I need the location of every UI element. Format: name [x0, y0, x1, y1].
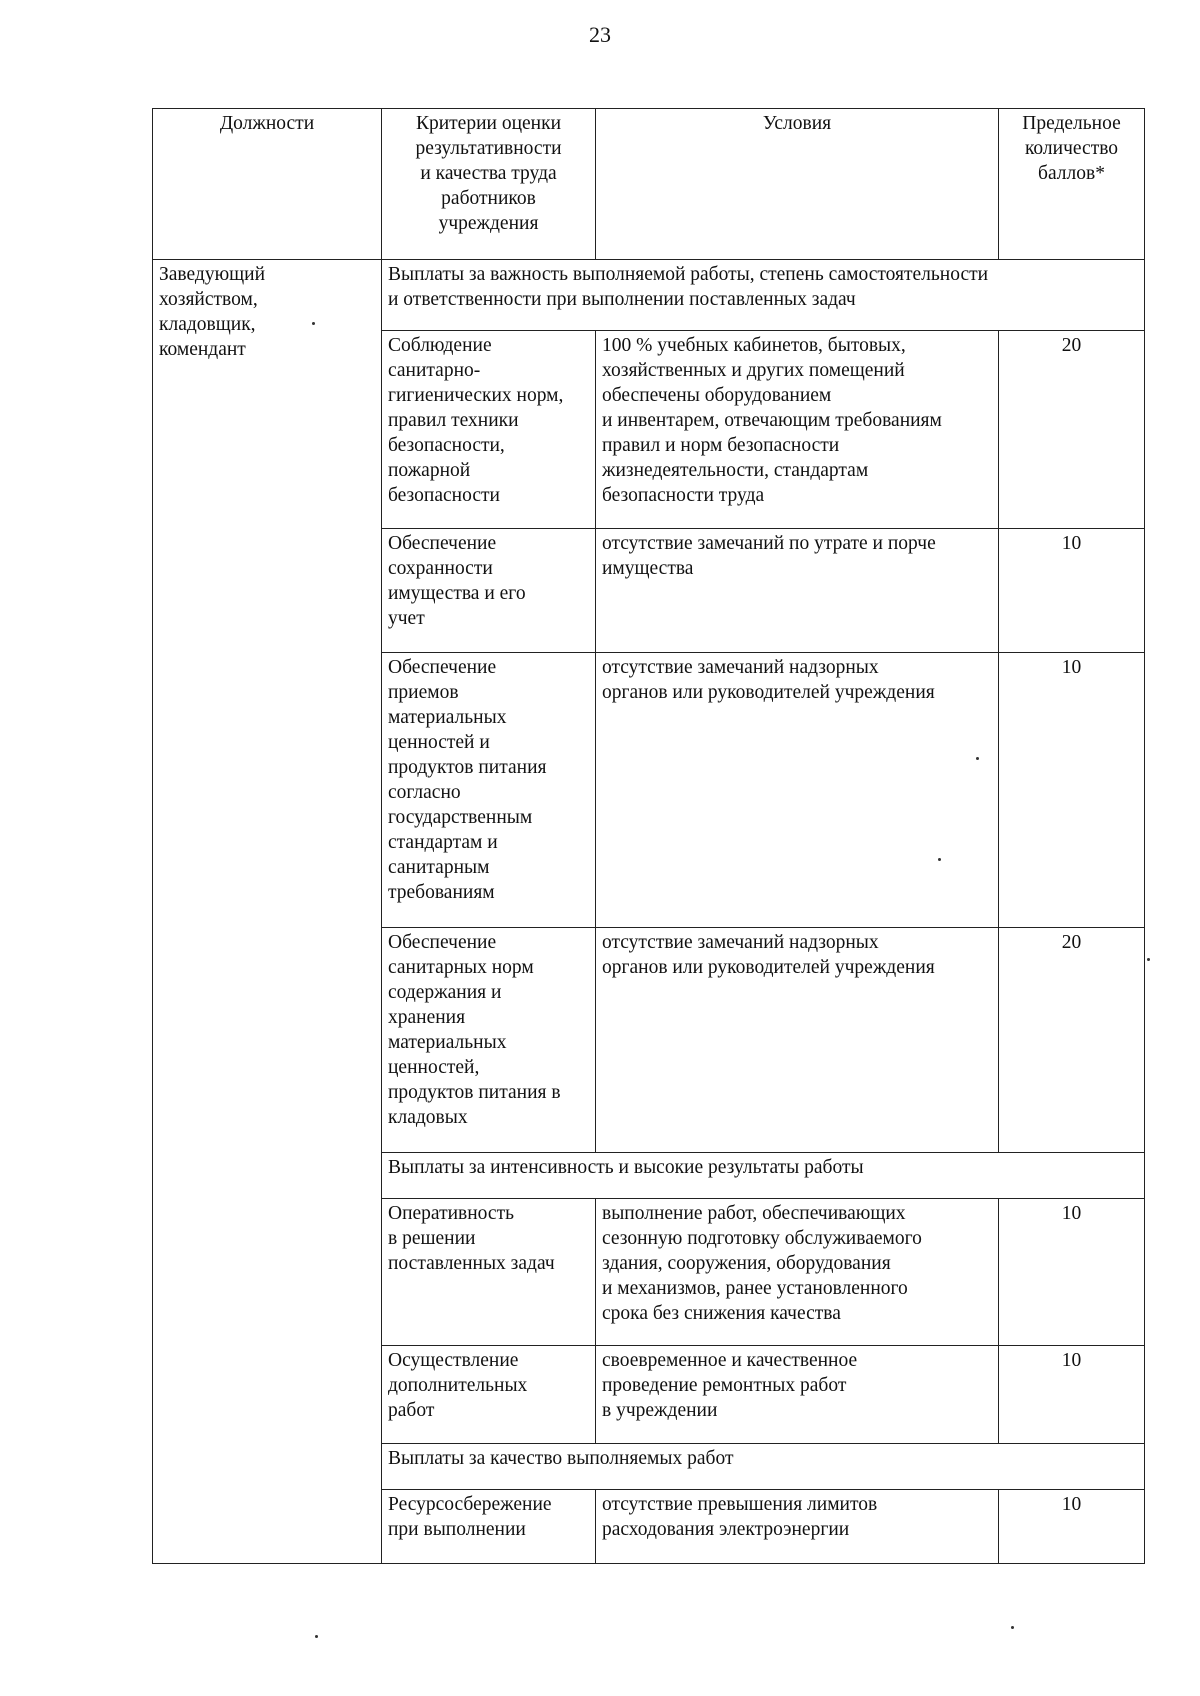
header-max-points: Предельное количество баллов*	[999, 109, 1145, 260]
section-heading: Выплаты за интенсивность и высокие результаты работы	[382, 1153, 1145, 1199]
criterion-cell: Ресурсосбережение при выполнении	[382, 1490, 596, 1564]
header-position: Должности	[153, 109, 382, 260]
criterion-cell: Соблюдение санитарно- гигиенических норм, правил техники безопасности, пожарной безопасности	[382, 331, 596, 529]
condition-cell: отсутствие замечаний надзорных органов или руководителей учреждения	[596, 653, 999, 928]
criterion-cell: Осуществление дополнительных работ	[382, 1346, 596, 1444]
scan-speck	[976, 757, 979, 760]
condition-cell: отсутствие замечаний надзорных органов или руководителей учреждения	[596, 928, 999, 1153]
scan-speck	[312, 322, 315, 325]
points-cell: 10	[999, 653, 1145, 928]
position-cell: Заведующий хозяйством, кладовщик, комендант	[153, 260, 382, 1564]
points-cell: 10	[999, 529, 1145, 653]
scan-speck	[1147, 958, 1150, 961]
points-cell: 20	[999, 331, 1145, 529]
criterion-cell: Обеспечение санитарных норм содержания и хранения материальных ценностей, продуктов питания в кладовых	[382, 928, 596, 1153]
points-cell: 10	[999, 1346, 1145, 1444]
scan-speck	[938, 858, 941, 861]
header-conditions: Условия	[596, 109, 999, 260]
points-cell: 10	[999, 1199, 1145, 1346]
criterion-cell: Обеспечение приемов материальных ценностей и продуктов питания согласно государственным стандартам и санитарным требованиям	[382, 653, 596, 928]
condition-cell: отсутствие превышения лимитов расходования электроэнергии	[596, 1490, 999, 1564]
header-criteria: Критерии оценки результативности и качества труда работников учреждения	[382, 109, 596, 260]
points-cell: 10	[999, 1490, 1145, 1564]
criterion-cell: Оперативность в решении поставленных задач	[382, 1199, 596, 1346]
points-cell: 20	[999, 928, 1145, 1153]
section-heading: Выплаты за качество выполняемых работ	[382, 1444, 1145, 1490]
scan-speck	[1011, 1626, 1014, 1629]
scan-speck	[315, 1635, 318, 1638]
table-header-row	[153, 109, 1145, 260]
criterion-cell: Обеспечение сохранности имущества и его учет	[382, 529, 596, 653]
page-number: 23	[589, 22, 611, 47]
section-heading: Выплаты за важность выполняемой работы, степень самостоятельности и ответственности при выполнении поставленных задач	[382, 260, 1145, 331]
condition-cell: выполнение работ, обеспечивающих сезонную подготовку обслуживаемого здания, сооружения, оборудования и механизмов, ранее установленного срока без снижения качества	[596, 1199, 999, 1346]
condition-cell: 100 % учебных кабинетов, бытовых, хозяйственных и других помещений обеспечены оборудованием и инвентарем, отвечающим требованиям правил и норм безопасности жизнедеятельности, стандартам безопасности труда	[596, 331, 999, 529]
section-row	[153, 260, 1145, 331]
condition-cell: отсутствие замечаний по утрате и порче имущества	[596, 529, 999, 653]
condition-cell: своевременное и качественное проведение ремонтных работ в учреждении	[596, 1346, 999, 1444]
criteria-table	[152, 108, 1145, 1564]
